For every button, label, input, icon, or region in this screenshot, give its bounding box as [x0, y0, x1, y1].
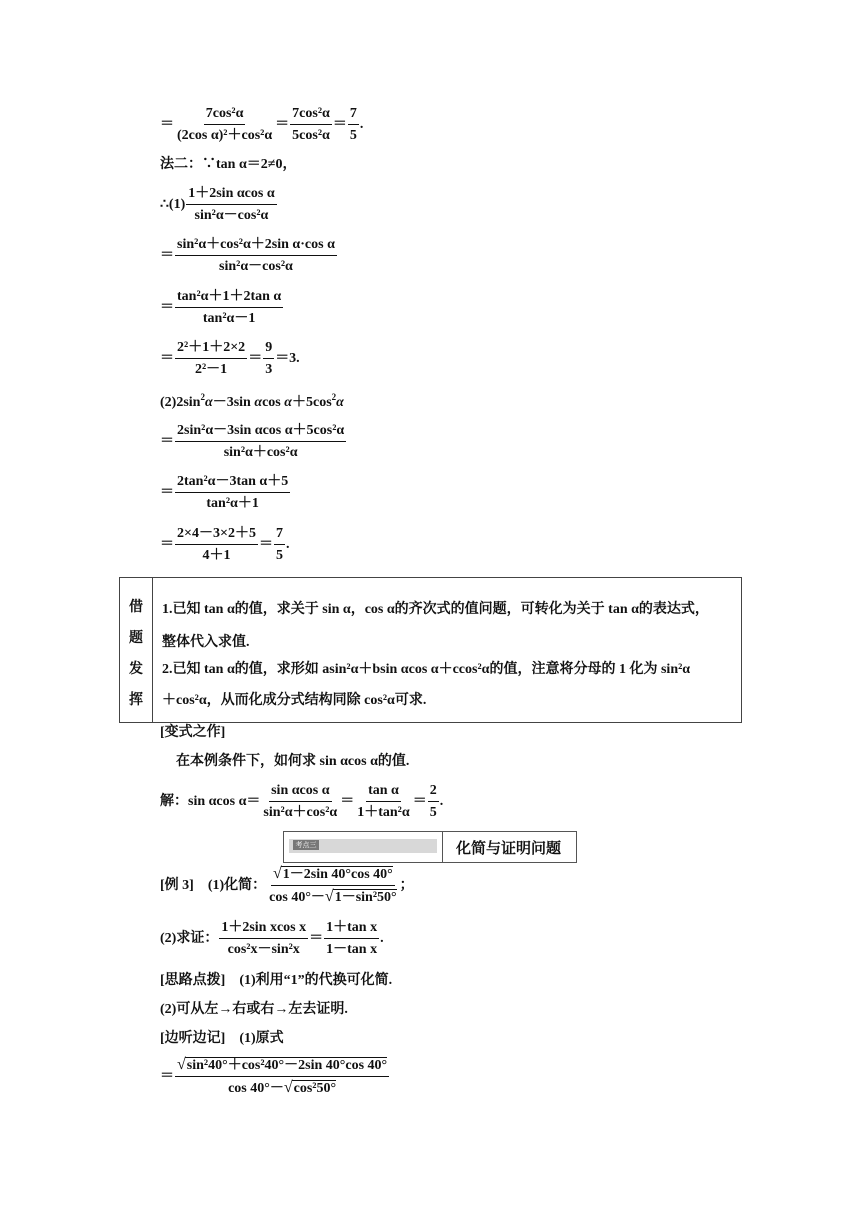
numerator: 2: [428, 783, 439, 802]
eq-line-8: ＝ $\frac{\text{2sin²α－3sin αcos α＋5cos²α}}{\text{sin²α＋cos²α}}$: [160, 423, 345, 460]
eq-line-3: [160, 186, 278, 224]
numerator: 7cos²α: [204, 106, 246, 125]
numerator: 2²＋1＋2×2: [175, 340, 247, 359]
denominator: sin²α＋cos²α: [263, 805, 338, 820]
summary-side-label: [120, 578, 153, 722]
summary-line-1: 1.已知 tan α的值，求关于 sin α，cos α的齐次式的值问题，可转化为关于 tan α的表达式，: [162, 602, 709, 617]
section-header: [283, 831, 577, 863]
section-tag: [289, 839, 437, 853]
denominator: tan²α－1: [202, 311, 256, 326]
numerator: 1＋2sin xcos x: [219, 920, 308, 939]
numerator: tan²α＋1＋2tan α: [175, 289, 283, 308]
denominator: 5cos²α: [292, 128, 330, 143]
eq-line-6: ＝ $\frac{\text{2²＋1＋2×2}}{\text{2²－1}}$ ＝ $\frac{9}{3}$ ＝3.: [160, 340, 300, 377]
summary-line-3: 2.已知 tan α的值，求形如 asin²α＋bsin αcos α＋ccos²α的值，注意将分母的 1 化为 sin²α: [162, 662, 691, 677]
denominator: tan²α＋1: [206, 496, 259, 511]
eq-line-5: ＝ $\frac{\text{tan²α＋1＋2tan α}}{\text{tan²α－1}}$: [160, 289, 282, 326]
eq-line-10: ＝ $\frac{2\times 4-3\times 2+5}{4+1}$ ＝ $\frac{7}{5}$ .: [160, 526, 290, 563]
hint-line-2: (2)可从左→右或右→左去证明.: [160, 1002, 348, 1017]
eq-line-4: ＝ $\frac{\text{sin²α＋cos²α＋2sin α·cos α}}{\text{sin²α－cos²α}}$: [160, 237, 335, 274]
divider: [442, 832, 443, 862]
variant-question: 在本例条件下，如何求 sin αcos α的值.: [176, 754, 410, 769]
side-char: 挥: [129, 693, 143, 708]
example-part-2: (2)求证： $\frac{\text{1＋2sin xcos x}}{\text{cos²x－sin²x}}$ ＝ $\frac{\text{1＋tan x}}{\text{1－tan x}}$ .: [160, 920, 384, 957]
numerator: 7: [274, 526, 285, 545]
variant-solution: 解：sin αcos α＝ $\frac{\text{sin αcos α}}{\text{sin²α＋cos²α}}$ ＝ $\frac{\text{tan α}}{\text{1＋tan²α}}$ ＝ $\frac{2}{5}$ .: [160, 783, 444, 820]
denominator: 5: [275, 548, 283, 563]
denominator: sin²α＋cos²α: [223, 445, 298, 460]
notes-equation: ＝ $\frac{\text{√sin²40°＋cos²40°－2sin 40°cos 40°}}{\text{cos 40°－√cos²50°}}$: [160, 1056, 388, 1096]
denominator: 2²－1: [194, 362, 228, 377]
denominator-part: cos 40°－: [228, 1081, 284, 1096]
denominator: 1＋tan²α: [357, 805, 410, 820]
method-two-line: 法二：∵tan α＝2≠0，: [160, 157, 297, 172]
hint-label: [思路点拨]: [160, 973, 226, 988]
denominator: (2cos α)²＋cos²α: [177, 128, 273, 143]
hint-line-1: [160, 972, 392, 990]
side-char: 题: [129, 631, 143, 646]
notes-label: [边听边记]: [160, 1031, 226, 1046]
denominator: 3: [265, 362, 273, 377]
numerator: 2tan²α－3tan α＋5: [175, 474, 290, 493]
numerator: 7: [348, 106, 359, 125]
summary-box: [119, 577, 742, 723]
numerator: 9: [263, 340, 274, 359]
notes-text: (1)原式: [239, 1031, 284, 1046]
numerator: tan α: [366, 783, 401, 802]
denominator: cos²x－sin²x: [227, 942, 300, 957]
summary-line-2: 整体代入求值.: [162, 635, 250, 650]
radicand: cos²50°: [293, 1081, 337, 1096]
numerator: 2×4－3×2＋5: [175, 526, 258, 545]
prefix: ∴(1): [160, 197, 186, 212]
numerator: 7cos²α: [290, 106, 332, 125]
radicand: 1－sin²50°: [334, 890, 397, 905]
radicand: 1－2sin 40°cos 40°: [282, 867, 393, 882]
variant-label: [变式之作]: [160, 725, 226, 740]
denominator: sin²α－cos²α: [194, 208, 269, 223]
part-two-expression: $(2)2\sin^2\alpha-3\sin$ αcos $\alpha+5\cos^2\alpha$: [160, 392, 344, 410]
numerator: sin αcos α: [269, 783, 331, 802]
hint-text: (1)利用“1”的代换可化简.: [239, 973, 393, 988]
eq-line-1: ＝ $\frac{\text{7cos²α}}{\text{(2cos α)²＋cos²α}}$ ＝ $\frac{\text{7cos²α}}{\text{5cos²α}}$ ＝ $\frac{7}{5}$ .: [160, 106, 364, 143]
denominator: 4＋1: [202, 548, 231, 563]
numerator: 2sin²α－3sin αcos α＋5cos²α: [175, 423, 346, 442]
notes-line: [160, 1030, 284, 1048]
section-tag-label: 考点三: [293, 840, 319, 850]
part-label: (2)求证：: [160, 931, 219, 946]
section-title: 化简与证明问题: [456, 839, 562, 857]
numerator: 1＋tan x: [324, 920, 379, 939]
eq-line-9: ＝ $\frac{\text{2tan²α－3tan α＋5}}{\text{tan²α＋1}}$: [160, 474, 289, 511]
denominator: sin²α－cos²α: [219, 259, 293, 274]
solution-prefix: 解：sin αcos α＝: [160, 794, 261, 809]
side-char: 发: [129, 662, 143, 677]
denominator-part: cos 40°－: [269, 890, 325, 905]
side-char: 借: [129, 600, 143, 615]
denominator: 1－tan x: [326, 942, 378, 957]
radicand: sin²40°＋cos²40°－2sin 40°cos 40°: [186, 1058, 388, 1073]
denominator: 5: [429, 805, 437, 820]
summary-line-4: ＋cos²α，从而化成分式结构同除 cos²α可求.: [162, 693, 427, 708]
example-label: [例 3] (1)化简：: [160, 878, 267, 893]
example-part-1: [例 3] (1)化简： $\frac{√1-2\sin 40^\circ\cos 40^\circ}{\text{cos 40°－√1－sin²50°}}$ ；: [160, 865, 414, 905]
numerator: 1＋2sin αcos α: [186, 186, 276, 205]
denominator: 5: [349, 128, 357, 143]
result: ＝3.: [275, 351, 300, 366]
numerator: sin²α＋cos²α＋2sin α·cos α: [175, 237, 337, 256]
